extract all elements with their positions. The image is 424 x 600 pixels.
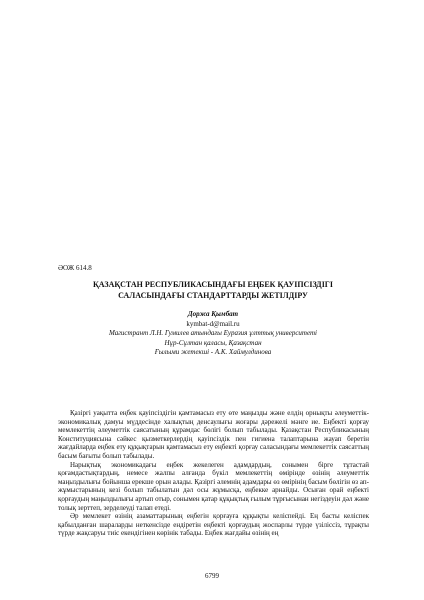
- udc-code: ӘОЖ 614.8: [58, 264, 92, 272]
- author-name: Доржа Қымбат: [187, 310, 239, 318]
- author-city: Нұр-Сұлтан қаласы, Қазақстан: [164, 338, 262, 347]
- author-email: kymbat-d@mail.ru: [186, 319, 240, 328]
- author-block: [58, 310, 368, 358]
- supervisor: Ғылыми жетекші - А.К. Хаймулдинова: [154, 348, 272, 356]
- paragraph: Қазіргі уақытта еңбек қауіпсіздігін қамтамасыз ету өте маңызды және елдің орнықты әлеуметтік-экономикалық дамуы мүддесінде халықтың денсаулығы жоғары дәрежелі мәнге ие. Еңбекті қорғау мемлекеттің әлеуметтік саясатының құрамдас бөлігі болып табылады. Қазақстан Республикасының Конституциясына сәйкес қызметкерлердің қауіпсіздік пен гигиена талаптарына жауап беретін жағдайларда еңбек ету құқықтарын қамтамасыз ету еңбекті қорғау саласындағы мемлекеттік саясаттың басым бағыты болып табылады.: [58, 409, 369, 460]
- title-line-2: САЛАСЫНДАҒЫ СТАНДАРТТАРДЫ ЖЕТІЛДІРУ: [118, 290, 308, 300]
- page-number: 6799: [205, 572, 219, 580]
- author-affiliation: Магистрант Л.Н. Гумилев атындағы Еуразия ұлттық университеті: [108, 329, 318, 337]
- paragraph: Нарықтық экономикадағы еңбек жекелеген адамдардың, сонымен бірге тұтастай қоғамдастықтардың, немесе жалпы алғанда бүкіл мемлекеттің өмірінде өзінің әлеуметтік маңыздылығы бойынша ерекше орын алады. Қазіргі әлемнің адамдары өз өмірінің басым бөлігін өз ап-жұмыстарының кезі болып табылатын дәл осы жұмысқа, еңбекке арнайды. Осыған орай еңбекті қорғаудың маңыздылығы артып отыр, сонымен қатар құқықтық ғылым тұрғысынан негіздеуін дәл және толық зерттеп, зерделеуді талап етеді.: [58, 460, 369, 512]
- article-title: [58, 280, 368, 301]
- article-body: [58, 409, 369, 538]
- paragraph: Әр мемлекет өзінің азаматтарының еңбегін қорғауға құқықты келіспейді. Ең басты келіспек қабылданған шараларды неткенсізде ендіретін еңбекті қорғаудың жоспарлы түрде үзіліссіз, тұрақты түрде жақсаруы тиіс екендігінен көрінік табады. Еңбек жағдайы өзінің ең: [58, 512, 369, 538]
- title-line-1: ҚАЗАҚСТАН РЕСПУБЛИКАСЫНДАҒЫ ЕҢБЕК ҚАУІПСІЗДІГІ: [92, 280, 334, 289]
